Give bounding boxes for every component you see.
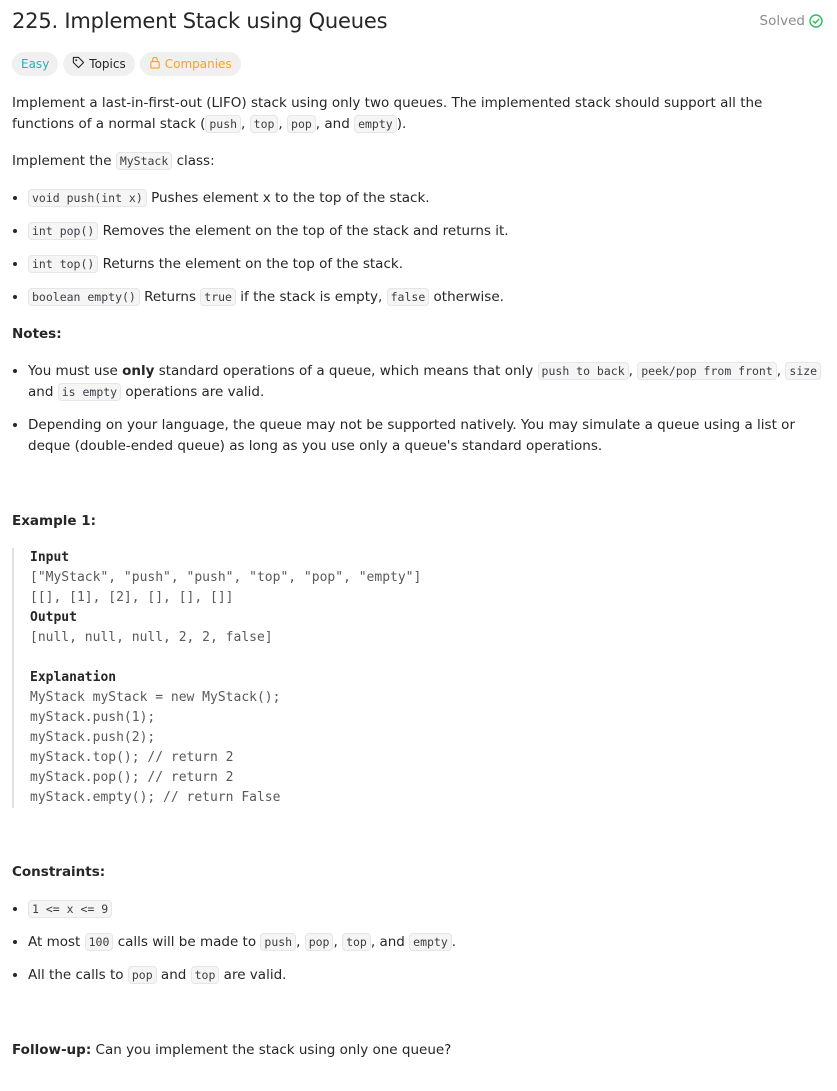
note-text: , <box>628 363 638 379</box>
list-item <box>28 899 824 920</box>
inline-code: void push(int x) <box>28 189 147 207</box>
explanation-label: Explanation <box>30 670 117 685</box>
inline-code: int top() <box>28 255 98 273</box>
intro-text: ). <box>396 116 407 132</box>
explanation-line: MyStack myStack = new MyStack(); <box>30 690 281 705</box>
inline-code: top <box>250 115 279 133</box>
example-title: Example 1: <box>12 513 97 529</box>
inline-code: size <box>785 362 821 380</box>
inline-code: boolean empty() <box>28 288 140 306</box>
example-input-line: [[], [1], [2], [], [], []] <box>30 590 234 605</box>
title-row <box>12 0 824 42</box>
inline-code: true <box>200 288 236 306</box>
example-heading <box>12 511 824 532</box>
method-text: Returns <box>139 289 201 305</box>
solved-label: Solved <box>759 13 805 29</box>
problem-description <box>12 0 824 1061</box>
inline-code: pop <box>128 966 157 984</box>
check-circle-icon <box>809 14 823 28</box>
inline-code: pop <box>287 115 316 133</box>
list-item <box>28 361 824 403</box>
constraint-text: and <box>156 967 191 983</box>
constraint-text: are valid. <box>219 967 287 983</box>
difficulty-badge[interactable] <box>12 52 58 76</box>
companies-label: Companies <box>164 57 232 71</box>
constraints-heading <box>12 862 824 883</box>
list-item <box>28 932 824 953</box>
inline-code: 100 <box>85 933 114 951</box>
method-text: otherwise. <box>429 289 504 305</box>
problem-title[interactable]: 225. Implement Stack using Queues <box>12 9 388 33</box>
notes-heading <box>12 324 824 345</box>
list-item <box>28 188 824 209</box>
note-text: standard operations of a queue, which means that only <box>154 363 538 379</box>
follow-up-text: Can you implement the stack using only one queue? <box>91 1042 452 1058</box>
inline-code: pop <box>305 933 334 951</box>
note-text: You must use <box>28 363 123 379</box>
inline-code: false <box>387 288 430 306</box>
note-bold: only <box>122 363 155 379</box>
input-label: Input <box>30 550 70 565</box>
constraint-text: All the calls to <box>28 967 128 983</box>
constraint-text: , and <box>370 934 410 950</box>
list-item <box>28 254 824 275</box>
method-text: Removes the element on the top of the stack and returns it. <box>98 223 509 239</box>
note-text: Depending on your language, the queue may not be supported natively. You may simulate a queue using a list or deque (double-ended queue) as long as you use only a queue's standard operations. <box>28 417 795 454</box>
notes-list <box>12 361 824 457</box>
constraint-text: calls will be made to <box>113 934 261 950</box>
inline-code: MyStack <box>116 152 172 170</box>
companies-button[interactable] <box>140 52 241 76</box>
method-text: Pushes element x to the top of the stack. <box>146 190 430 206</box>
method-text: if the stack is empty, <box>235 289 387 305</box>
list-item <box>28 415 824 457</box>
topics-button[interactable] <box>63 52 134 76</box>
intro-text: , <box>241 116 250 132</box>
inline-code: push to back <box>538 362 629 380</box>
inline-code: empty <box>354 115 397 133</box>
follow-up <box>12 1040 824 1061</box>
constraints-title: Constraints: <box>12 864 106 880</box>
inline-code: top <box>342 933 371 951</box>
intro-text: Implement a last-in-first-out (LIFO) stack using only two queues. The implemented stack should support all the functions of a normal stack ( <box>12 95 763 132</box>
method-text: Returns the element on the top of the stack. <box>98 256 403 272</box>
constraint-text: At most <box>28 934 85 950</box>
follow-up-label: Follow-up: <box>12 1042 92 1058</box>
output-label: Output <box>30 610 77 625</box>
note-text: and <box>28 384 58 400</box>
description-intro <box>12 93 824 135</box>
tag-icon <box>72 56 85 72</box>
notes-title: Notes: <box>12 326 62 342</box>
note-text: operations are valid. <box>121 384 265 400</box>
example-output-line: [null, null, null, 2, 2, false] <box>30 630 273 645</box>
inline-code: is empty <box>58 383 121 401</box>
inline-code: push <box>260 933 296 951</box>
example-block <box>12 548 824 808</box>
impl-text: class: <box>172 153 215 169</box>
constraint-text: , <box>333 934 343 950</box>
explanation-line: myStack.pop(); // return 2 <box>30 770 234 785</box>
constraint-text: , <box>296 934 305 950</box>
lock-icon <box>149 56 161 72</box>
inline-code: 1 <= x <= 9 <box>28 900 112 918</box>
difficulty-label: Easy <box>21 57 50 71</box>
list-item <box>28 965 824 986</box>
implement-class-text <box>12 151 824 172</box>
constraint-text: . <box>451 934 457 950</box>
list-item <box>28 221 824 242</box>
intro-text: , and <box>315 116 355 132</box>
explanation-line: myStack.top(); // return 2 <box>30 750 234 765</box>
inline-code: int pop() <box>28 222 98 240</box>
impl-text: Implement the <box>12 153 116 169</box>
example-input-line: ["MyStack", "push", "push", "top", "pop", "empty"] <box>30 570 422 585</box>
topics-label: Topics <box>89 57 126 71</box>
solved-status <box>760 13 823 29</box>
tag-row <box>12 52 824 76</box>
list-item <box>28 287 824 308</box>
inline-code: push <box>205 115 241 133</box>
inline-code: empty <box>409 933 452 951</box>
note-text: , <box>776 363 786 379</box>
explanation-line: myStack.push(1); <box>30 710 156 725</box>
constraints-list <box>12 899 824 986</box>
intro-text: , <box>278 116 288 132</box>
explanation-line: myStack.push(2); <box>30 730 156 745</box>
method-list <box>12 188 824 308</box>
explanation-line: myStack.empty(); // return False <box>30 790 281 805</box>
inline-code: top <box>191 966 220 984</box>
inline-code: peek/pop from front <box>637 362 777 380</box>
